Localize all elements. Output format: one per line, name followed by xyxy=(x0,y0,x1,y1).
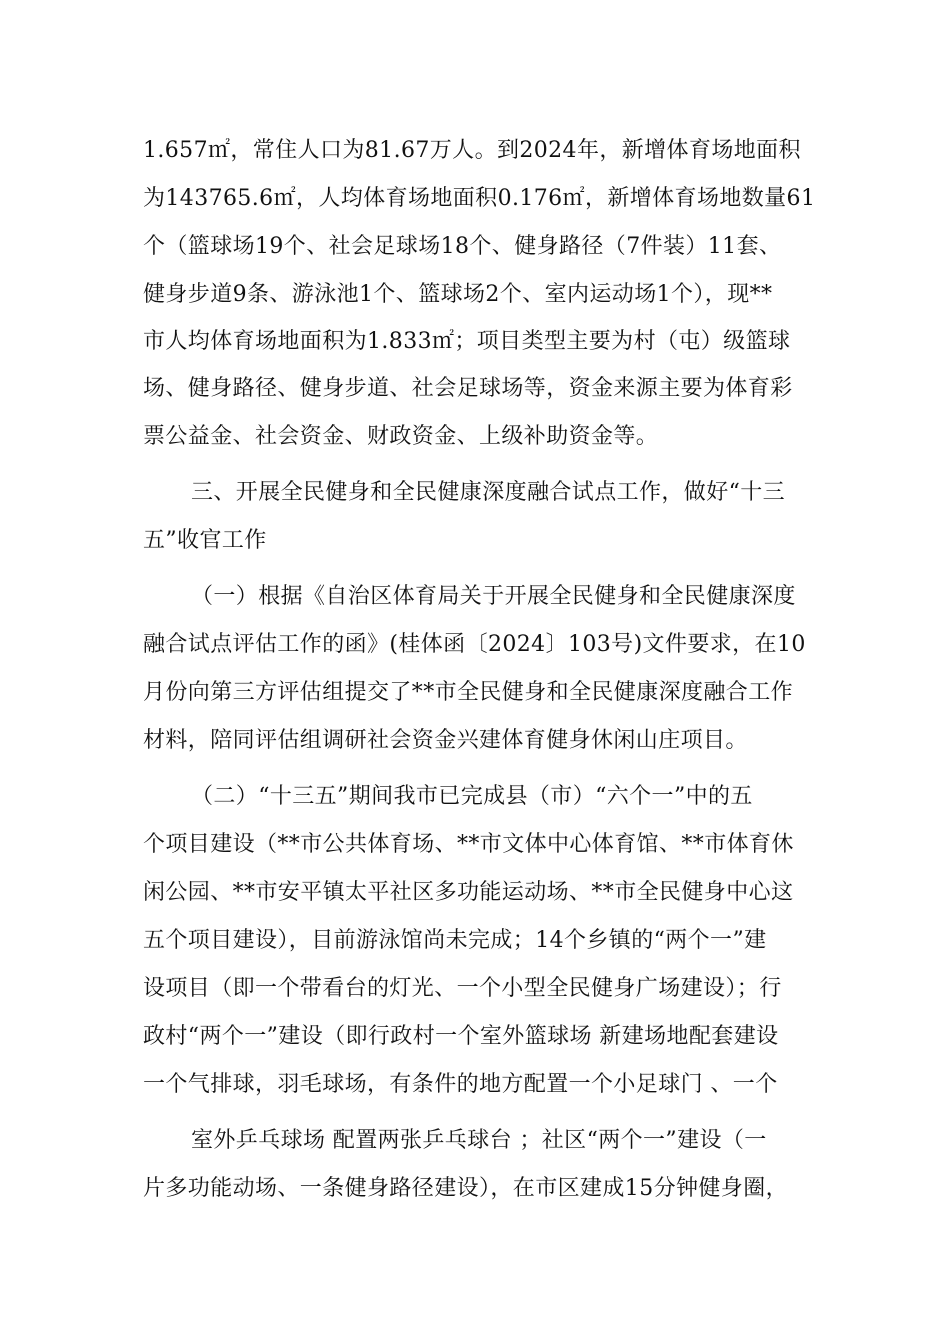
text-line: 月份向第三方评估组提交了**市全民健身和全民健康深度融合工作 xyxy=(143,680,794,705)
text-line: 为143765.6㎡，人均体育场地面积0.176㎡，新增体育场地数量61 xyxy=(143,186,816,211)
section-heading-continued: 五”收官工作 xyxy=(143,528,267,553)
text-line: 五个项目建设），目前游泳馆尚未完成；14个乡镇的“两个一”建 xyxy=(143,928,767,953)
text-line: 场、健身路径、健身步道、社会足球场等，资金来源主要为体育彩 xyxy=(143,376,793,401)
text-line: 政村“两个一”建设（即行政村一个室外篮球场 新建场地配套建设 xyxy=(143,1024,779,1049)
text-line: 市人均体育场地面积为1.833㎡；项目类型主要为村（屯）级篮球 xyxy=(143,329,791,354)
text-line: （二）“十三五”期间我市已完成县（市）“六个一”中的五 xyxy=(191,784,753,809)
text-line: 一个气排球，羽毛球场，有条件的地方配置一个小足球门 、一个 xyxy=(143,1072,778,1097)
text-line: 票公益金、社会资金、财政资金、上级补助资金等。 xyxy=(143,424,659,449)
text-line: 室外乒乓球场 配置两张乒乓球台 ；社区“两个一”建设（一 xyxy=(191,1128,767,1153)
text-line: 个项目建设（**市公共体育场、**市文体中心体育馆、**市体育休 xyxy=(143,832,794,857)
text-line: 闲公园、**市安平镇太平社区多功能运动场、**市全民健身中心这 xyxy=(143,880,794,905)
text-line: 1.657㎡，常住人口为81.67万人。到2024年，新增体育场地面积 xyxy=(143,138,801,163)
text-line: 设项目（即一个带看台的灯光、一个小型全民健身广场建设）；行 xyxy=(143,976,782,1001)
section-heading: 三、开展全民健身和全民健康深度融合试点工作，做好“十三 xyxy=(191,480,786,505)
text-line: 个（篮球场19个、社会足球场18个、健身路径（7件装）11套、 xyxy=(143,234,782,259)
text-line: 材料，陪同评估组调研社会资金兴建体育健身休闲山庄项目。 xyxy=(143,728,748,753)
text-line: 健身步道9条、游泳池1个、篮球场2个、室内运动场1个），现** xyxy=(143,282,773,307)
text-line: 片多功能动场、一条健身路径建设），在市区建成15分钟健身圈， xyxy=(143,1176,788,1201)
text-line: 融合试点评估工作的函》(桂体函〔2024〕103号)文件要求，在10 xyxy=(143,632,806,657)
text-line: （一）根据《自治区体育局关于开展全民健身和全民健康深度 xyxy=(191,584,796,609)
